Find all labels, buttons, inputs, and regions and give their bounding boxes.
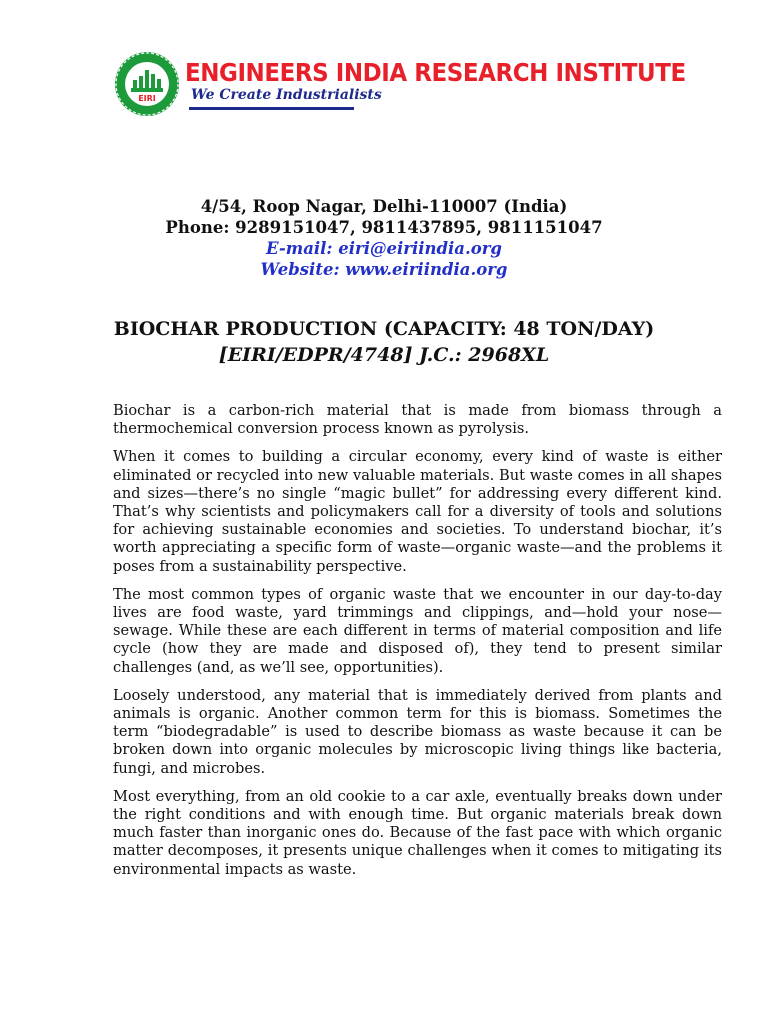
body-paragraph: Biochar is a carbon-rich material that is made from biomass through a thermochemical conversion process known as pyrolysis. <box>113 402 722 438</box>
document-title-block <box>0 316 768 368</box>
document-reference: [EIRI/EDPR/4748] J.C.: 2968XL <box>218 344 550 366</box>
document-title: BIOCHAR PRODUCTION (CAPACITY: 48 TON/DAY) <box>113 318 655 340</box>
organization-tagline: We Create Industrialists <box>191 87 382 103</box>
document-body <box>113 402 722 889</box>
company-logo <box>113 50 686 120</box>
eiri-seal-icon <box>113 50 181 118</box>
body-paragraph: Most everything, from an old cookie to a car axle, eventually breaks down under the right conditions and with enough time. But organic materials break down much faster than inorganic ones do. Because of the fast pace with which organic matter decomposes, it presents unique challenges when it comes to mitigating its environmental impacts as waste. <box>113 787 722 878</box>
body-paragraph: When it comes to building a circular economy, every kind of waste is either eliminated or recycled into new valuable materials. But waste comes in all shapes and sizes—there’s no single “magic bullet” for addressing every different kind. That’s why scientists and policymakers call for a diversity of tools and solutions for achieving sustainable economies and societies. To understand biochar, it’s worth appreciating a specific form of waste—organic waste—and the problems it poses from a sustainability perspective. <box>113 448 722 575</box>
seal-label: EIRI <box>138 94 156 103</box>
email-link[interactable]: E-mail: eiri@eiriindia.org <box>266 239 502 258</box>
phone-line: Phone: 9289151047, 9811437895, 9811151047 <box>165 218 603 237</box>
body-paragraph: The most common types of organic waste that we encounter in our day-to-day lives are food waste, yard trimmings and clippings, and—hold your nose—sewage. While these are each different in terms of material composition and life cycle (how they are made and disposed of), they tend to present similar challenges (and, as we’ll see, opportunities). <box>113 585 722 676</box>
contact-block <box>0 196 768 280</box>
body-paragraph: Loosely understood, any material that is immediately derived from plants and animals is organic. Another common term for this is biomass. Sometimes the term “biodegradable” is used to describe biomass as waste because it can be broken down into organic molecules by microscopic living things like bacteria, fungi, and microbes. <box>113 686 722 777</box>
address-line: 4/54, Roop Nagar, Delhi-110007 (India) <box>200 197 568 216</box>
website-link[interactable]: Website: www.eiriindia.org <box>260 260 508 279</box>
organization-name: ENGINEERS INDIA RESEARCH INSTITUTE <box>185 58 686 87</box>
tagline-underline <box>189 107 354 110</box>
